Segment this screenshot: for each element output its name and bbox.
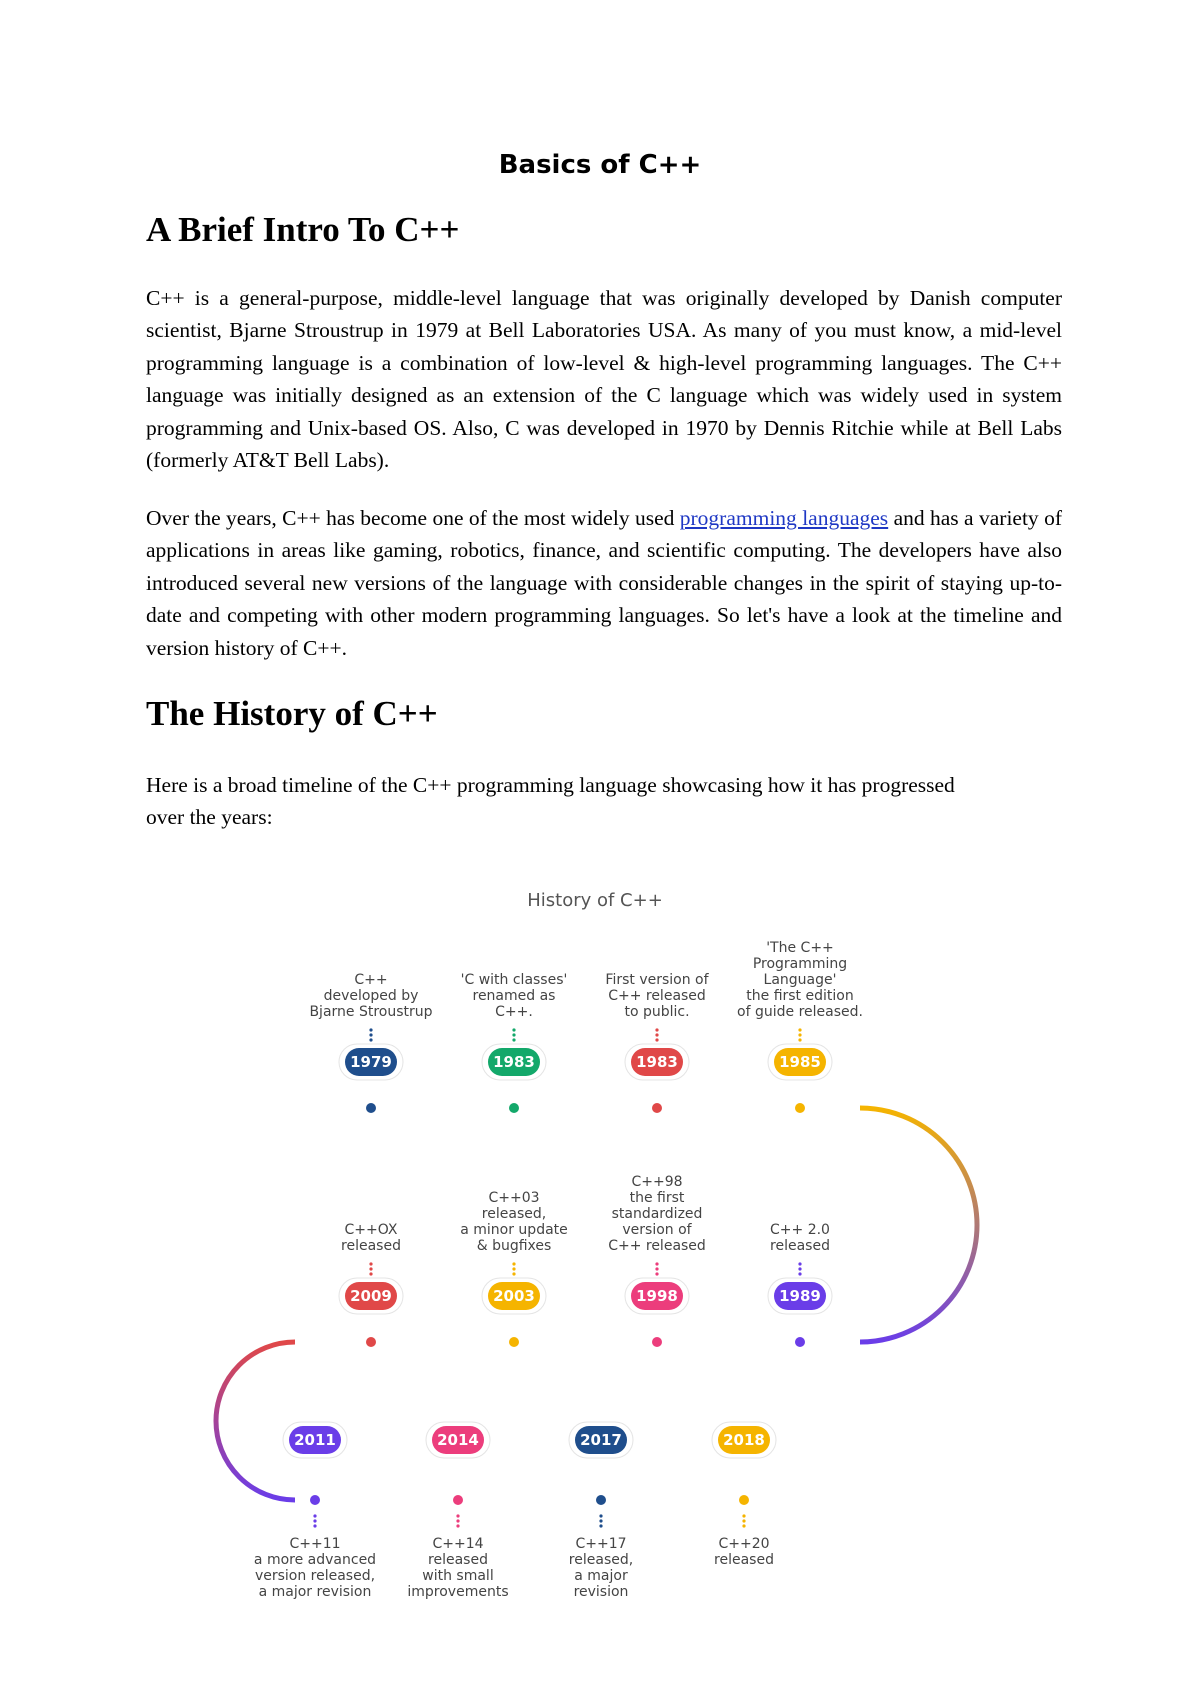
timeline-dot bbox=[652, 1337, 662, 1347]
event-description-line: with small bbox=[422, 1568, 494, 1584]
timeline-title: History of C++ bbox=[527, 890, 663, 911]
connector-dot bbox=[313, 1514, 316, 1517]
connector-dot bbox=[798, 1262, 801, 1265]
event-description-line: C++03 bbox=[488, 1190, 540, 1206]
paragraph-text-before-link: Over the years, C++ has become one of the most widely used bbox=[146, 506, 680, 530]
event-description-line: the first edition bbox=[746, 988, 854, 1004]
year-label: 2017 bbox=[580, 1431, 622, 1449]
timeline-event bbox=[461, 972, 568, 1116]
connector-dot bbox=[655, 1267, 658, 1270]
event-description-line: of guide released. bbox=[737, 1004, 863, 1020]
timeline-event bbox=[737, 940, 863, 1116]
event-description-line: C++ released bbox=[608, 1238, 706, 1254]
connector-dot bbox=[798, 1028, 801, 1031]
timeline-event bbox=[768, 1222, 832, 1350]
event-description-line: a minor update bbox=[460, 1222, 568, 1238]
connector-dot bbox=[512, 1038, 515, 1041]
connector-dot bbox=[742, 1514, 745, 1517]
timeline-dot bbox=[596, 1495, 606, 1505]
connector-dot bbox=[798, 1272, 801, 1275]
connector-dot bbox=[599, 1524, 602, 1527]
event-description-line: improvements bbox=[407, 1584, 509, 1600]
event-description-line: C++ bbox=[354, 972, 388, 988]
timeline-dot bbox=[652, 1103, 662, 1113]
connector-dot bbox=[655, 1272, 658, 1275]
connector-dot bbox=[512, 1272, 515, 1275]
connector-dot bbox=[512, 1033, 515, 1036]
timeline-event bbox=[339, 1222, 403, 1350]
intro-paragraph: C++ is a general-purpose, middle-level language that was originally developed by Danish computer scientist, Bjarne Stroustrup in 1979 at Bell Laboratories USA. As many of you must know, a mid-level programming language is a combination of low-level & high-level programming languages. The C++ language was initially designed as an extension of the C language which was widely used in system programming and Unix-based OS. Also, C was developed in 1970 by Dennis Ritchie while at Bell Labs (formerly AT&T Bell Labs). bbox=[146, 286, 1062, 473]
event-description-line: released bbox=[714, 1552, 774, 1568]
connector-dot bbox=[742, 1524, 745, 1527]
connector-dot bbox=[369, 1028, 372, 1031]
event-description-line: C++20 bbox=[718, 1536, 770, 1552]
timeline-dot bbox=[739, 1495, 749, 1505]
timeline-track-curve-left bbox=[216, 1342, 295, 1500]
connector-dot bbox=[512, 1028, 515, 1031]
event-description-line: C++ 2.0 bbox=[770, 1222, 830, 1238]
timeline-event bbox=[712, 1422, 776, 1568]
event-description-line: C++11 bbox=[289, 1536, 341, 1552]
connector-dot bbox=[798, 1033, 801, 1036]
timeline-dot bbox=[795, 1103, 805, 1113]
event-description-line: to public. bbox=[624, 1004, 690, 1020]
event-description-line: 'The C++ bbox=[766, 940, 834, 956]
programming-languages-link[interactable]: programming languages bbox=[679, 506, 889, 530]
event-description-line: & bugfixes bbox=[476, 1238, 552, 1254]
year-label: 2003 bbox=[493, 1287, 535, 1305]
timeline-event bbox=[407, 1422, 508, 1600]
year-label: 1983 bbox=[493, 1053, 535, 1071]
year-label: 1989 bbox=[779, 1287, 821, 1305]
timeline-event bbox=[608, 1174, 706, 1350]
event-description-line: a major bbox=[574, 1568, 628, 1584]
connector-dot bbox=[369, 1033, 372, 1036]
connector-dot bbox=[742, 1519, 745, 1522]
connector-dot bbox=[512, 1267, 515, 1270]
event-description-line: renamed as bbox=[472, 988, 556, 1004]
event-description-line: 'C with classes' bbox=[460, 972, 568, 988]
connector-dot bbox=[655, 1033, 658, 1036]
history-heading: The History of C++ bbox=[146, 694, 438, 733]
timeline-event bbox=[605, 972, 709, 1116]
timeline-event bbox=[254, 1422, 376, 1600]
event-description-line: version released, bbox=[254, 1568, 376, 1584]
year-label: 1998 bbox=[636, 1287, 678, 1305]
event-description-line: C++14 bbox=[432, 1536, 484, 1552]
timeline-dot bbox=[366, 1103, 376, 1113]
event-description-line: C++ released bbox=[608, 988, 706, 1004]
event-description-line: released, bbox=[481, 1206, 547, 1222]
paragraph-text-after-link: and has a variety of applications in areas like gaming, robotics, finance, and scientific computing. The developers have also introduced several new versions of the language with considerable changes in the spirit of staying up-to-date and competing with other modern programming languages. So let's have a look at the timeline and version history of C++. bbox=[146, 506, 1062, 660]
history-paragraph: Here is a broad timeline of the C++ programming language showcasing how it has progressed over the years: bbox=[146, 773, 955, 830]
timeline-event bbox=[569, 1422, 633, 1600]
connector-dot bbox=[369, 1038, 372, 1041]
timeline-infographic bbox=[160, 870, 1040, 1600]
connector-dot bbox=[599, 1514, 602, 1517]
year-label: 1985 bbox=[779, 1053, 821, 1071]
event-description-line: released bbox=[770, 1238, 830, 1254]
document-title: Basics of C++ bbox=[498, 150, 702, 180]
event-description-line: version of bbox=[622, 1222, 692, 1238]
year-label: 2009 bbox=[350, 1287, 392, 1305]
event-description-line: released, bbox=[568, 1552, 634, 1568]
connector-dot bbox=[456, 1514, 459, 1517]
event-description-line: a major revision bbox=[258, 1584, 372, 1600]
event-description-line: Language' bbox=[763, 972, 837, 988]
timeline-dot bbox=[795, 1337, 805, 1347]
year-label: 1979 bbox=[350, 1053, 392, 1071]
event-description-line: standardized bbox=[611, 1206, 703, 1222]
year-label: 1983 bbox=[636, 1053, 678, 1071]
year-label: 2011 bbox=[294, 1431, 336, 1449]
event-description-line: released bbox=[428, 1552, 488, 1568]
timeline-event bbox=[309, 972, 432, 1116]
connector-dot bbox=[798, 1038, 801, 1041]
connector-dot bbox=[798, 1267, 801, 1270]
event-description-line: developed by bbox=[323, 988, 419, 1004]
connector-dot bbox=[456, 1519, 459, 1522]
year-label: 2018 bbox=[723, 1431, 765, 1449]
event-description-line: First version of bbox=[605, 972, 709, 988]
timeline-event bbox=[460, 1190, 568, 1350]
event-description-line: revision bbox=[573, 1584, 629, 1600]
event-description-line: the first bbox=[629, 1190, 685, 1206]
event-description-line: C++. bbox=[495, 1004, 533, 1020]
event-description-line: C++17 bbox=[575, 1536, 627, 1552]
connector-dot bbox=[313, 1519, 316, 1522]
timeline-svg bbox=[160, 870, 1040, 1600]
event-description-line: C++OX bbox=[344, 1222, 398, 1238]
event-description-line: Bjarne Stroustrup bbox=[309, 1004, 433, 1020]
timeline-dot bbox=[509, 1103, 519, 1113]
applications-paragraph bbox=[146, 502, 1062, 664]
connector-dot bbox=[369, 1267, 372, 1270]
timeline-dot bbox=[509, 1337, 519, 1347]
connector-dot bbox=[369, 1262, 372, 1265]
timeline-track-curve-right bbox=[860, 1108, 977, 1342]
timeline-dot bbox=[453, 1495, 463, 1505]
timeline-dot bbox=[366, 1337, 376, 1347]
timeline-dot bbox=[310, 1495, 320, 1505]
connector-dot bbox=[655, 1262, 658, 1265]
connector-dot bbox=[655, 1038, 658, 1041]
year-label: 2014 bbox=[437, 1431, 479, 1449]
connector-dot bbox=[369, 1272, 372, 1275]
connector-dot bbox=[313, 1524, 316, 1527]
intro-heading: A Brief Intro To C++ bbox=[146, 210, 460, 249]
connector-dot bbox=[599, 1519, 602, 1522]
event-description-line: Programming bbox=[752, 956, 848, 972]
event-description-line: released bbox=[341, 1238, 401, 1254]
event-description-line: a more advanced bbox=[253, 1552, 377, 1568]
connector-dot bbox=[512, 1262, 515, 1265]
connector-dot bbox=[456, 1524, 459, 1527]
connector-dot bbox=[655, 1028, 658, 1031]
event-description-line: C++98 bbox=[631, 1174, 683, 1190]
